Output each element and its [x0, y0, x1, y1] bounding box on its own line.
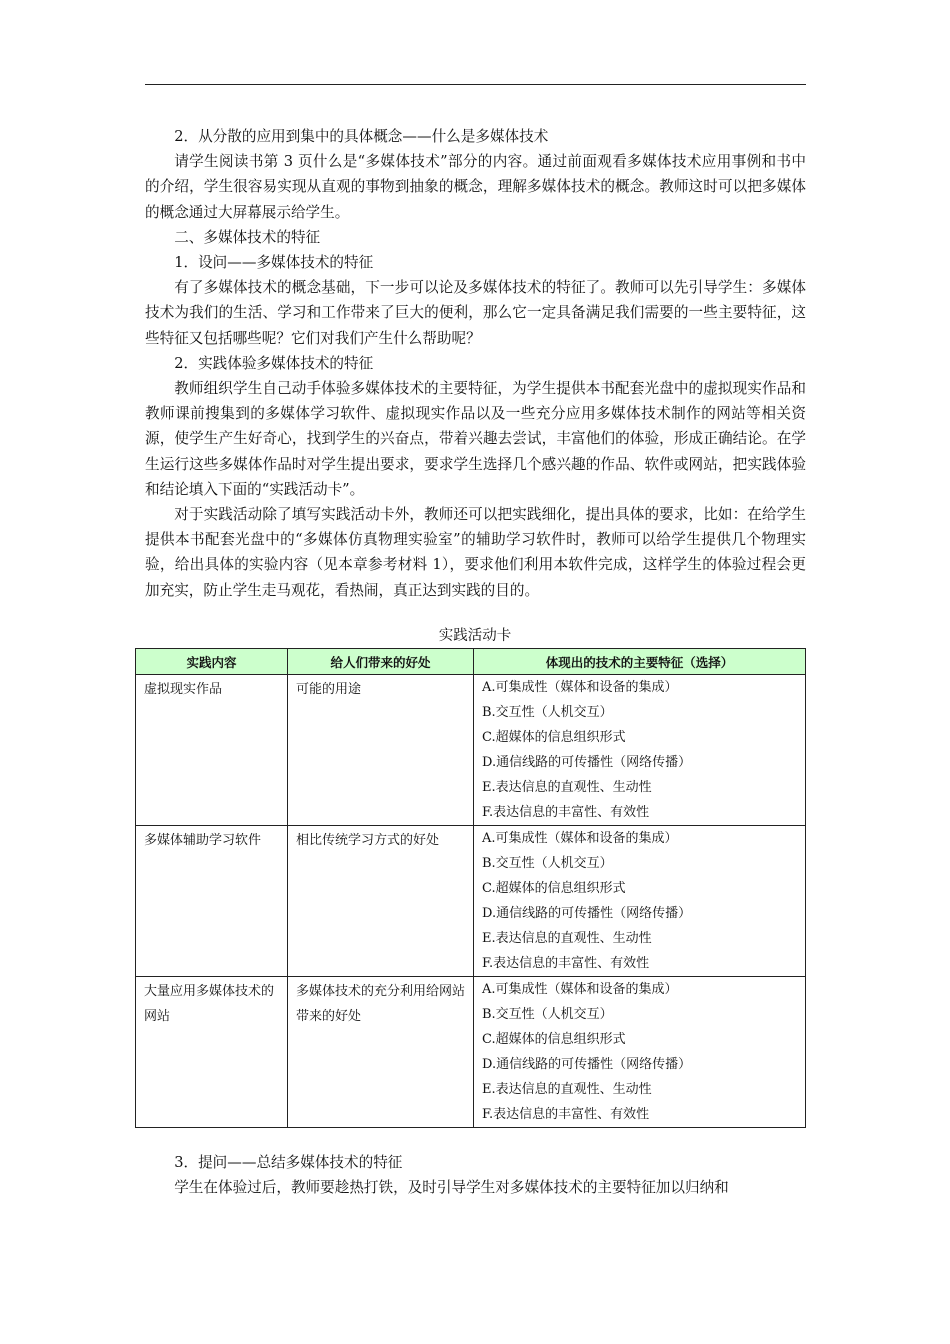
benefit-cell: 相比传统学习方式的好处 [288, 826, 474, 977]
feature-option: A.可集成性（媒体和设备的集成） [482, 680, 678, 695]
feature-option: F.表达信息的丰富性、有效性 [482, 805, 650, 820]
feature-option: A.可集成性（媒体和设备的集成） [482, 982, 678, 997]
paragraph: 对于实践活动除了填写实践活动卡外，教师还可以把实践细化，提出具体的要求，比如：在给学生提供本书配套光盘中的“多媒体仿真物理实验室”的辅助学习软件时，教师可以给学生提供几个物理实验，给出具体的实验内容（见本章参考材料 1），要求他们利用本软件完成，这样学生的体验过程会更加充实，防止学生走马观花，看热闹，真正达到实践的目的。 [145, 506, 806, 599]
practice-activity-card [135, 648, 806, 1128]
feature-option: D.通信线路的可传播性（网络传播） [482, 1057, 692, 1072]
column-header: 给人们带来的好处 [288, 649, 474, 675]
heading-summary: 3．提问——总结多媒体技术的特征 [174, 1154, 403, 1171]
body-text-bottom [145, 1150, 806, 1200]
paragraph: 教师组织学生自己动手体验多媒体技术的主要特征，为学生提供本书配套光盘中的虚拟现实作品和教师课前搜集到的多媒体学习软件、虚拟现实作品以及一些充分应用多媒体技术制作的网站等相关资源，使学生产生好奇心，找到学生的兴奋点，带着兴趣去尝试，丰富他们的体验，形成正确结论。在学生运行这些多媒体作品时对学生提出要求，要求学生选择几个感兴趣的作品、软件或网站，把实践体验和结论填入下面的“实践活动卡”。 [145, 380, 806, 498]
practice-content-cell: 多媒体辅助学习软件 [136, 826, 288, 977]
heading-practice: 2．实践体验多媒体技术的特征 [174, 354, 374, 372]
feature-option: E.表达信息的直观性、生动性 [482, 931, 652, 946]
heading-question: 1．设问——多媒体技术的特征 [174, 254, 374, 272]
practice-content-cell: 大量应用多媒体技术的网站 [136, 977, 288, 1128]
feature-option: C.超媒体的信息组织形式 [482, 881, 626, 896]
feature-option: F.表达信息的丰富性、有效性 [482, 1107, 650, 1122]
header-rule [145, 84, 806, 85]
section-heading-features: 二、多媒体技术的特征 [174, 228, 321, 246]
column-header: 体现出的技术的主要特征（选择） [474, 649, 806, 675]
table-row [136, 675, 806, 826]
feature-option: E.表达信息的直观性、生动性 [482, 1082, 652, 1097]
feature-option: C.超媒体的信息组织形式 [482, 730, 626, 745]
table-row [136, 826, 806, 977]
feature-option: D.通信线路的可传播性（网络传播） [482, 906, 692, 921]
features-cell [474, 977, 806, 1128]
feature-option: B.交互性（人机交互） [482, 705, 613, 720]
table-row [136, 977, 806, 1128]
feature-option: A.可集成性（媒体和设备的集成） [482, 831, 678, 846]
feature-option: C.超媒体的信息组织形式 [482, 1032, 626, 1047]
paragraph: 有了多媒体技术的概念基础，下一步可以论及多媒体技术的特征了。教师可以先引导学生：多媒体技术为我们的生活、学习和工作带来了巨大的便利，那么它一定具备满足我们需要的一些主要特征，这些特征又包括哪些呢？它们对我们产生什么帮助呢？ [145, 279, 806, 347]
paragraph: 学生在体验过后，教师要趁热打铁，及时引导学生对多媒体技术的主要特征加以归纳和 [174, 1179, 729, 1197]
feature-option: B.交互性（人机交互） [482, 1007, 613, 1022]
features-cell [474, 826, 806, 977]
features-cell [474, 675, 806, 826]
card-caption: 实践活动卡 [438, 628, 512, 644]
benefit-cell: 多媒体技术的充分利用给网站带来的好处 [288, 977, 474, 1128]
body-text-top [145, 124, 806, 603]
practice-content-cell: 虚拟现实作品 [136, 675, 288, 826]
feature-option: F.表达信息的丰富性、有效性 [482, 956, 650, 971]
feature-option: B.交互性（人机交互） [482, 856, 613, 871]
feature-option: E.表达信息的直观性、生动性 [482, 780, 652, 795]
column-header: 实践内容 [136, 649, 288, 675]
table-header-row [136, 649, 806, 675]
benefit-cell: 可能的用途 [288, 675, 474, 826]
feature-option: D.通信线路的可传播性（网络传播） [482, 755, 692, 770]
heading-concept: 2．从分散的应用到集中的具体概念——什么是多媒体技术 [174, 128, 549, 145]
paragraph: 请学生阅读书第 3 页什么是“多媒体技术”部分的内容。通过前面观看多媒体技术应用事例和书中的介绍，学生很容易实现从直观的事物到抽象的概念，理解多媒体技术的概念。教师这时可以把多媒体的概念通过大屏幕展示给学生。 [145, 153, 806, 221]
